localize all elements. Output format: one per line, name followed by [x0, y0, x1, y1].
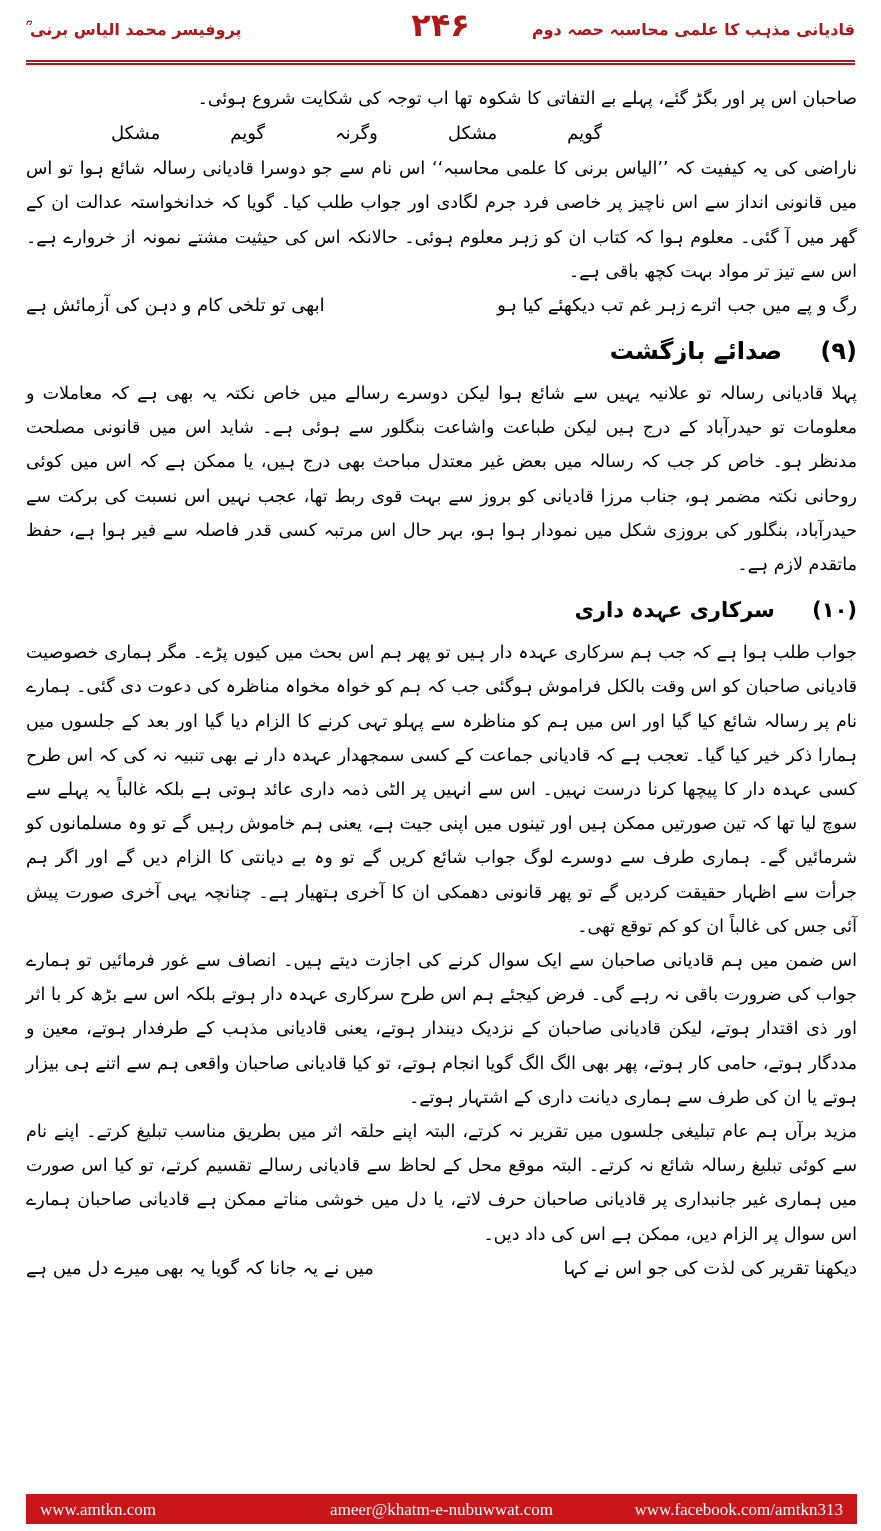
section-title: صدائے بازگشت	[609, 337, 783, 366]
verse-line-1	[26, 116, 857, 152]
section-heading-10	[26, 588, 857, 632]
verse-word: وگرنہ	[335, 123, 378, 145]
section-title: سرکاری عہدہ داری	[574, 598, 775, 623]
page-footer	[26, 1494, 857, 1524]
header-divider	[26, 60, 855, 65]
website-link[interactable]: www.amtkn.com	[40, 1500, 156, 1519]
paragraph-6: مزید برآں ہم عام تبلیغی جلسوں میں تقریر نہ کرتے، البتہ اپنے حلقہ اثر میں بطریق مناسب تبلیغ کرتے۔ اپنے نام سے کوئی تبلیغ رسالہ شائع نہ کرتے۔ البتہ موقع محل کے لحاظ سے قادیانی رسالے تقسیم کرتے، تو کیا اس صورت میں ہماری غیر جانبداری پر قادیانی صاحبان حرف لاتے، یا دل میں خوشی مناتے ممکن ہے قادیانی صاحبان ہمارے اس سوال پر الزام دیں، ممکن ہے اس کی داد دیں۔	[26, 1122, 857, 1245]
verse-word: گویم	[230, 123, 266, 145]
verse-hemistich: دیکھنا تقریر کی لذت کی جو اس نے کہا	[563, 1257, 857, 1279]
verse-word: گویم	[567, 123, 603, 145]
facebook-link[interactable]: www.facebook.com/amtkn313	[634, 1500, 843, 1519]
section-number: (۱۰)	[812, 598, 857, 623]
email-link[interactable]: ameer@khatm-e-nubuwwat.com	[330, 1500, 553, 1519]
verse-hemistich: میں نے یہ جانا کہ گویا یہ بھی میرے دل میں ہے	[26, 1257, 374, 1279]
paragraph-2: ناراضی کی یہ کیفیت کہ ’’الیاس برنی کا علمی محاسبہ‘‘ اس نام سے جو دوسرا قادیانی رسالہ شائع ہوا تو اس میں قانونی انداز سے اس ناچیز پر خاصی فرد جرم لگادی اور جواب طلب کیا۔ گویا کہ خدانخواستہ عدالت ان کے گھر میں آ گئی۔ معلوم ہوا کہ کتاب ان کو زہر معلوم ہوئی۔ حالانکہ اس کی حیثیت مشتے نمونہ از خروارے ہے۔ اس سے تیز تر مواد بہت کچھ باقی ہے۔	[26, 159, 857, 282]
section-number: (۹)	[820, 337, 857, 366]
verse-hemistich: رگ و پے میں جب اترے زہر غم تب دیکھئے کیا ہو	[497, 295, 857, 317]
verse-word: مشکل	[447, 123, 498, 145]
verse-couplet-2	[26, 1252, 857, 1286]
book-title: قادیانی مذہب کا علمی محاسبہ حصہ دوم	[531, 20, 855, 39]
verse-couplet-1	[26, 289, 857, 323]
paragraph-1: صاحبان اس پر اور بگڑ گئے، پہلے بے التفاتی کا شکوہ تھا اب توجہ کی شکایت شروع ہوئی۔	[197, 89, 857, 109]
paragraph-4: جواب طلب ہوا ہے کہ جب ہم سرکاری عہدہ دار ہیں تو پھر ہم اس بحث میں کیوں پڑے۔ مگر ہماری خصوصیت قادیانی صاحبان کو اس وقت بالکل فراموش ہوگئی جب کہ ہم کو خواہ مخواہ مناظرہ کی دعوت دی گئی۔ ہمارے نام پر رسالہ شائع کیا گیا اور اس میں ہم کو مناظرہ سے پہلو تہی کرنے کا الزام دیا گیا اور بعد کے جلسوں میں ہمارا ذکر خیر کیا گیا۔ تعجب ہے کہ قادیانی جماعت کے کسی سمجھدار عہدہ دار نے بھی تنبیہ نہ کی کہ اس طرح کسی عہدہ دار کا پیچھا کرنا درست نہیں۔ اس سے انہیں پر الٹی ذمہ داری عائد ہوتی ہے بلکہ غالباً یہ پہلے سے سوچ لیا تھا کہ تین صورتیں ممکن ہیں اور تینوں میں اپنی جیت ہے، یعنی ہم خاموش رہیں گے تو وہ مسلمانوں کو شرمائیں گے۔ ہماری طرف سے دوسرے لوگ جواب شائع کریں گے تو وہ بے دیانتی کا الزام دیں گے اور اگر ہم جرأت سے اظہار حقیقت کردیں گے تو پھر قانونی دھمکی ان کا آخری ہتھیار ہے۔ چنانچہ یہی آخری صورت پیش آئی جس کی غالباً ان کو کم توقع تھی۔	[26, 643, 857, 937]
paragraph-5: اس ضمن میں ہم قادیانی صاحبان سے ایک سوال کرنے کی اجازت دیتے ہیں۔ انصاف سے غور فرمائیں تو ہمارے جواب کی ضرورت باقی نہ رہے گی۔ فرض کیجئے ہم اس طرح سرکاری عہدہ دار ہوتے بلکہ اس سے بڑھ کر با اثر اور ذی اقتدار ہوتے، لیکن قادیانی صاحبان کے نزدیک دیندار ہوتے، یعنی قادیانی مذہب کے طرفدار ہوتے، معین و مددگار ہوتے، حامی کار ہوتے، پھر بھی الگ الگ گویا انجام ہوتے، تو کیا قادیانی صاحبان واقعی ہم سے اتنے ہی بیزار ہوتے یا ان کی طرف سے ہماری دیانت داری کے اشتہار ہوتے۔	[26, 951, 857, 1108]
paragraph-3: پہلا قادیانی رسالہ تو علانیہ یہیں سے شائع ہوا لیکن دوسرے رسالے میں خاص نکتہ یہ بھی ہے کہ معاملات و معلومات تو حیدرآباد کے درج ہیں لیکن طباعت واشاعت بنگلور سے ہوئی ہے۔ شاید اس میں قانونی مصلحت مدنظر ہو۔ خاص کر جب کہ رسالہ میں بعض غیر معتدل مباحث بھی درج ہیں، یا ممکن ہے کہ اس میں کوئی روحانی نکتہ مضمر ہو، جناب مرزا قادیانی کو بروز سے بہت قوی ربط تھا، عجب نہیں اس نسبت کی برکت سے حیدرآباد، بنگلور کی بروزی شکل میں نمودار ہوا ہو، بہر حال اس مرتبہ کسی قدر فاصلہ سے فیر ہوا ہے، حفظ ماتقدم لازم ہے۔	[26, 384, 857, 576]
verse-hemistich: ابھی تو تلخی کام و دہن کی آزمائش ہے	[26, 295, 325, 317]
page-number: ۲۴۶	[411, 6, 470, 44]
section-heading-9	[26, 329, 857, 373]
page-header	[26, 0, 855, 66]
author-name: پروفیسر محمد الیاس برنی ؒ	[26, 20, 242, 39]
verse-word: مشکل	[110, 123, 161, 145]
page-body	[26, 82, 857, 1286]
